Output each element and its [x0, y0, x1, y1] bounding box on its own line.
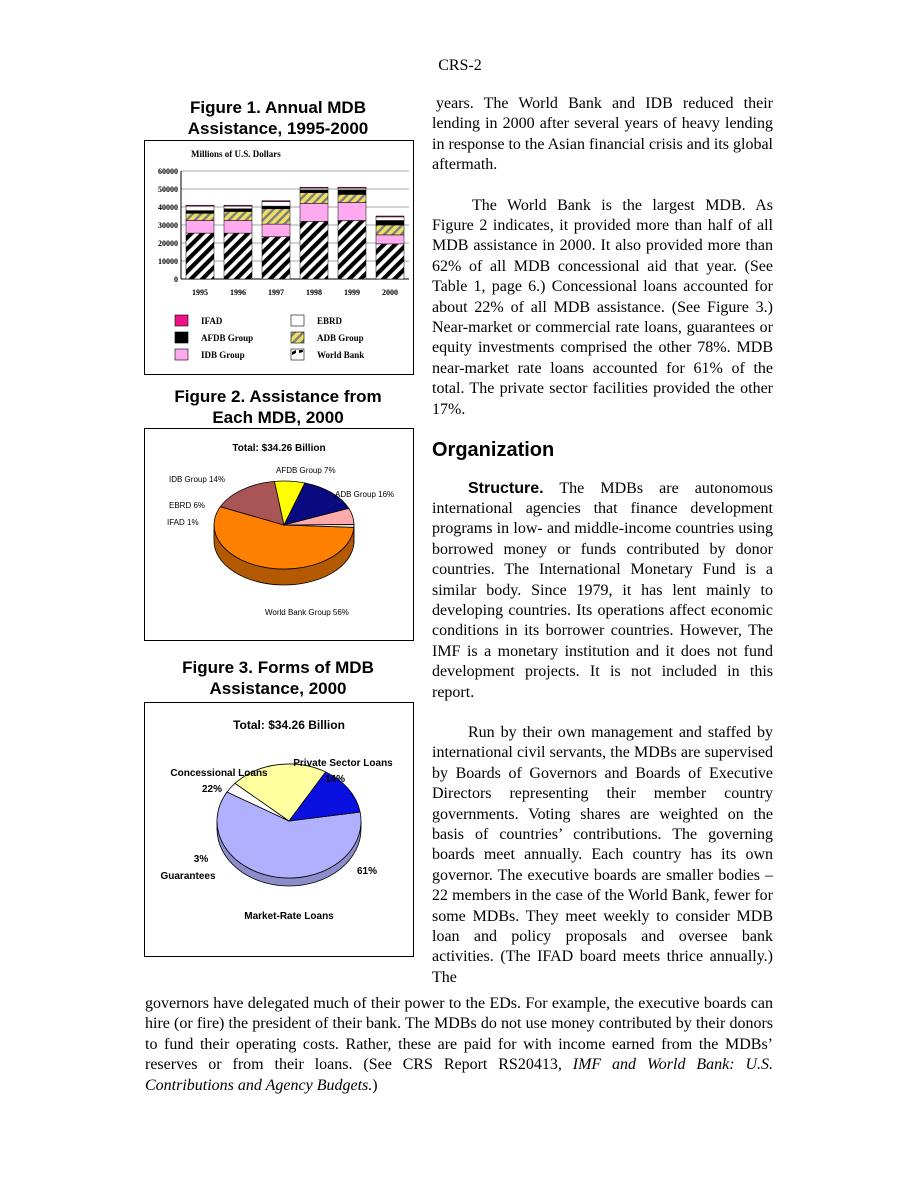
- figure1-legend: [175, 315, 364, 360]
- figure3-label-guar-pct: 3%: [193, 854, 209, 865]
- bar-afdb-group-1995: [186, 211, 214, 214]
- legend-swatch: [175, 332, 188, 343]
- figure1-bars: [186, 187, 404, 297]
- body-full-width: [145, 994, 773, 1096]
- bar-world-bank-1998: [300, 221, 328, 279]
- bar-idb-group-1999: [338, 203, 366, 221]
- y-tick-label: 60000: [158, 167, 178, 176]
- paragraph-4: Run by their own management and staffed by international civil servants, the MDBs are supervised by Boards of Governors and Boards of Executive Directors representing their member country governments. Voting shares are weighted on the basis of countries’ contributions. The governing boards meet annually. Each country has its own governor. The executive boards are smaller bodies – 22 members in the case of the World Bank, fewer for some MDBs. They meet weekly to consider MDB loan and policy proposals and oversee bank activities. (The IFAD board meets thrice annually.) The: [432, 723, 773, 986]
- legend-item-ebrd: [291, 315, 343, 326]
- bar-world-bank-1999: [338, 221, 366, 280]
- legend-swatch: [175, 315, 188, 326]
- figure2-total: Total: $34.26 Billion: [232, 443, 326, 454]
- legend-item-ifad: [175, 315, 223, 326]
- figure3-title: [144, 657, 412, 699]
- figure3-label-market-pct: 61%: [356, 866, 378, 877]
- paragraph-3-text: The MDBs are autonomous international agencies that finance development programs in low- and middle-income countries using borrowed money or funds contributed by donor countries. The International Monetary Fund is a similar body. Since 1979, it has lent mainly to developing countries. Its operations affect economic conditions in its borrower countries. However, The IMF is a monetary institution and it does not fund development projects. It is not included in this report.: [432, 479, 773, 701]
- section-heading-organization: Organization: [432, 439, 555, 462]
- figure2-label-afdb: AFDB Group 7%: [276, 466, 336, 475]
- legend-item-adb-group: [291, 332, 364, 343]
- bar-ebrd-1999: [338, 188, 366, 190]
- paragraph-5-end: ): [372, 1076, 378, 1094]
- bar-adb-group-2000: [376, 225, 404, 235]
- figure2-title-line2: Each MDB, 2000: [212, 408, 344, 427]
- legend-item-afdb-group: [175, 332, 253, 343]
- figure1-title: [144, 97, 412, 139]
- bar-idb-group-1998: [300, 203, 328, 221]
- x-tick-label: 1999: [344, 288, 360, 297]
- y-tick-label: 10000: [158, 257, 178, 266]
- bar-adb-group-1995: [186, 213, 214, 220]
- figure3-label-market-name: Market-Rate Loans: [244, 911, 334, 922]
- paragraph-2: The World Bank is the largest MDB. As Figure 2 indicates, it provided more than half of all MDB assistance in 2000. It also provided more than 62% of all MDB concessional aid that year. (See Table 1, page 6.) Concessional loans accounted for about 22% of all MDB assistance. (See Figure 3.) Near-market or commercial rate loans, guarantees or equity investments comprised the other 78%. MDB near-market rate loans accounted for 61% of the total. The private sector facilities provided the other 17%.: [432, 196, 773, 418]
- figure1-title-line1: Figure 1. Annual MDB: [190, 98, 366, 117]
- figure3-label-private-pct: 14%: [324, 774, 346, 785]
- bar-adb-group-1998: [300, 193, 328, 204]
- bar-adb-group-1997: [262, 209, 290, 224]
- bar-idb-group-2000: [376, 235, 404, 244]
- paragraph-5-italic: IMF and World Bank: U.S. Contributions and Agency Budgets.: [145, 1056, 774, 1094]
- figure1-box: [144, 140, 414, 375]
- bar-ifad-2000: [376, 216, 404, 217]
- bar-ebrd-2000: [376, 217, 404, 221]
- y-tick-label: 30000: [158, 221, 178, 230]
- bar-adb-group-1999: [338, 194, 366, 202]
- figure3-label-conc-name: Concessional Loans: [170, 768, 268, 779]
- bar-idb-group-1996: [224, 221, 252, 234]
- figure2-title: [144, 386, 412, 428]
- paragraph-5-text: governors have delegated much of their power to the EDs. For example, the executive boards can hire (or fire) the president of their bank. The MDBs do not use money contributed by their donors to fund their operating costs. Rather, these are paid for with income earned from the MDBs’ reserves or from their loans. (See CRS Report RS20413,: [145, 995, 773, 1074]
- figure1-chart: [145, 141, 413, 374]
- legend-label: ADB Group: [317, 333, 364, 343]
- y-tick-label: 0: [174, 275, 178, 284]
- figure3-title-line1: Figure 3. Forms of MDB: [182, 658, 374, 677]
- figure3-label-private-name: Private Sector Loans: [293, 758, 393, 769]
- figure2-label-wb: World Bank Group 56%: [265, 608, 349, 617]
- bar-world-bank-1996: [224, 233, 252, 279]
- figure3-label-guar-name: Guarantees: [160, 871, 216, 882]
- figure2-pie: [214, 481, 354, 585]
- bar-ebrd-1996: [224, 206, 252, 209]
- legend-label: IDB Group: [201, 350, 245, 360]
- legend-swatch: [175, 349, 188, 360]
- bar-afdb-group-1999: [338, 190, 366, 195]
- figure3-box: [144, 702, 414, 957]
- bar-idb-group-1997: [262, 224, 290, 237]
- legend-swatch: [291, 332, 304, 343]
- figure2-label-idb: IDB Group 14%: [169, 475, 226, 484]
- paragraph-1: years. The World Bank and IDB reduced their lending in 2000 after several years of heavy lending in response to the Asian financial crisis and its global aftermath.: [432, 95, 773, 174]
- x-tick-label: 1996: [230, 288, 246, 297]
- bar-ifad-1997: [262, 201, 290, 202]
- figure2-title-line1: Figure 2. Assistance from: [174, 387, 382, 406]
- bar-afdb-group-1996: [224, 209, 252, 212]
- bar-world-bank-1995: [186, 233, 214, 279]
- page-header: CRS-2: [438, 57, 482, 74]
- x-tick-label: 2000: [382, 288, 398, 297]
- figure2-label-adb: ADB Group 16%: [335, 490, 395, 499]
- legend-label: World Bank: [317, 350, 365, 360]
- x-tick-label: 1997: [268, 288, 284, 297]
- bar-ebrd-1995: [186, 206, 214, 211]
- bar-ebrd-1998: [300, 188, 328, 190]
- figure1-units-label: Millions of U.S. Dollars: [191, 149, 281, 159]
- legend-swatch: [291, 315, 304, 326]
- bar-afdb-group-1997: [262, 206, 290, 209]
- paragraph-3: [432, 479, 773, 703]
- legend-label: EBRD: [317, 316, 343, 326]
- figure3-label-conc-pct: 22%: [201, 784, 223, 795]
- bar-world-bank-1997: [262, 237, 290, 279]
- legend-item-idb-group: [175, 349, 245, 360]
- figure3-title-line2: Assistance, 2000: [209, 679, 347, 698]
- figure1-title-line2: Assistance, 1995-2000: [187, 119, 369, 138]
- legend-item-world-bank: [291, 349, 364, 360]
- figure2-label-ifad: IFAD 1%: [167, 518, 199, 527]
- figure2-chart: [145, 429, 413, 640]
- paragraph-5: [145, 994, 773, 1096]
- body-right-column: [432, 94, 773, 988]
- y-tick-label: 40000: [158, 203, 178, 212]
- figure3-chart: [145, 703, 413, 956]
- x-tick-label: 1995: [192, 288, 208, 297]
- bar-adb-group-1996: [224, 212, 252, 221]
- legend-label: IFAD: [201, 316, 223, 326]
- bar-idb-group-1995: [186, 221, 214, 234]
- figure2-label-ebrd: EBRD 6%: [169, 501, 206, 510]
- y-tick-label: 20000: [158, 239, 178, 248]
- bar-ifad-1999: [338, 187, 366, 188]
- figure2-box: [144, 428, 414, 641]
- legend-label: AFDB Group: [201, 333, 254, 343]
- runin-structure: Structure.: [468, 479, 544, 497]
- bar-afdb-group-1998: [300, 190, 328, 193]
- bar-ebrd-1997: [262, 202, 290, 207]
- x-tick-label: 1998: [306, 288, 322, 297]
- bar-ifad-1995: [186, 205, 214, 206]
- bar-afdb-group-2000: [376, 221, 404, 226]
- bar-ifad-1998: [300, 187, 328, 188]
- y-tick-label: 50000: [158, 185, 178, 194]
- figure3-total: Total: $34.26 Billion: [233, 718, 345, 732]
- bar-ifad-1996: [224, 205, 252, 206]
- bar-world-bank-2000: [376, 244, 404, 279]
